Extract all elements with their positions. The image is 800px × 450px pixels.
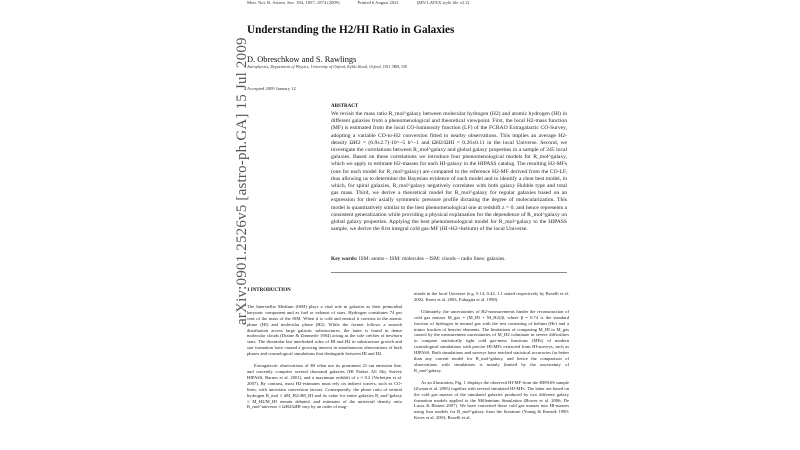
paragraph: Extragalactic observations of HI often use its prominent 21-cm emission line, and currently comprise several thousand galaxies (HI Parkes All Sky Survey HIPASS, Barnes et al. 2001), and a maximum redshift of z ≈ 0.2 (Verheijen et al. 2007). By contrast, most H2-estimates must rely on indirect tracers, such as CO-lines, with uncertain conversion factors. Consequently, the phase ratio of neutral hydrogen R_mol ≡ dM_H2/dM_HI and its value for entire galaxies R_mol^galaxy ≡ M_H2/M_HI remain debated, and estimates of the universal density ratio R_mol^universe ≡ ΩH2/ΩHI vary by an order of mag- xyxy=(247,363,402,410)
section-heading: 1 INTRODUCTION xyxy=(247,288,291,293)
paragraph: The Interstellar Medium (ISM) plays a vital role in galaxies as their primordial baryonic component and as fuel or exhaust of stars. Hydrogen constitutes 74 per cent of the mass of the ISM. When it is cold and neutral it coexists in the atomic phase (HI) and molecular phase (H2). While the former follows a smooth distribution across large galactic substructures, the latter is found in dense molecular clouds (Draine & Zimmerle 1984) acting as the sole crèches of newborn stars. The dissimilar but interlinked roles of HI and H2 in substructure growth and star formation have caused a growing interest in simultaneous observations of both phases and cosmological simulations that distinguish between HI and H2. xyxy=(247,303,402,357)
abstract-heading: ABSTRACT xyxy=(331,104,359,109)
keywords-label: Key words: xyxy=(331,256,358,262)
printed-date: Printed 6 August 2021 xyxy=(357,0,399,5)
keywords xyxy=(331,256,567,262)
paragraph: Ultimately, the uncertainties of H2-measurements hinder the reconstruction of cold gas masses M_gas = (M_HI + M_H2)/β, where β = 0.74 is the standard fraction of hydrogen in neutral gas with the rest consisting of helium (He) and a minor fraction of heavier elements. The limitations of comparing M_HI to M_gas caused by the measurement uncertainties of M_H2 culminate in severe difficulties to compare statistically tight cold gas-mass functions (MFs) of modern cosmological simulations with precise HI-MFs extracted from HI-surveys, such as HIPASS. Both simulations and surveys have reached statistical accuracies far better than any current model for R_mol^galaxy, and hence the comparison of observations with simulations is mainly limited by the uncertainty of R_mol^galaxy. xyxy=(414,308,569,373)
style-file: (MN LATEX style file v2.2) xyxy=(416,0,470,5)
abstract-text: We revisit the mass ratio R_mol^galaxy between molecular hydrogen (H2) and atomic hydrogen (HI) in different galaxies from a phenomenological and theoretical viewpoint. First, the local H2-mass function (MF) is estimated from the local CO-luminosity function (LF) of the FCRAO Extragalactic CO-Survey, adopting a variable CO-to-H2 conversion fitted to nearby observations. This implies an average H2-density ΩH2 = (6.9±2.7)·10^−5 h^−1 and ΩH2/ΩHI = 0.26±0.11 in the local Universe. Second, we investigate the correlations between R_mol^galaxy and global galaxy properties in a sample of 245 local galaxies. Based on these correlations we introduce four phenomenological models for R_mol^galaxy, which we apply to estimate H2-masses for each HI-galaxy in the HIPASS catalog. The resulting H2-MFs (one for each model for R_mol^galaxy) are compared to the reference H2-MF derived from the CO-LF, thus allowing us to determine the Bayesian evidence of each model and to identify a clear best model, in which, for spiral galaxies, R_mol^galaxy negatively correlates with both galaxy Hubble type and total gas mass. Third, we derive a theoretical model for R_mol^galaxy for regular galaxies based on an expression for their axially symmetric pressure profile dictating the degree of molecularization. This model is quantitatively similar to the best phenomenological one at redshift z = 0, and hence represents a consistent generalization while providing a physical explanation for the dependence of R_mol^galaxy on global galaxy properties. Applying the best phenomenological model for R_mol^galaxy to the HIPASS sample, we derive the first integral cold gas-MF (HI+H2+helium) of the local Universe. xyxy=(331,111,567,233)
running-header xyxy=(247,0,567,5)
paragraph: nitude in the local Universe (e.g. 0.14, 0.42, 1.1 stated respectively by Boselli et al. 2002, Keres et al. 2003, Fukugita et al. 1998). xyxy=(414,291,569,302)
journal-citation: Mon. Not. R. Astron. Soc. 394, 1857–1874 (2009) xyxy=(247,0,340,5)
arxiv-identifier: arXiv:0901.2526v5 [astro-ph.GA] 15 Jul 2009 xyxy=(234,37,250,325)
body-column-right xyxy=(414,291,569,427)
paragraph: As an illustration, Fig. 1 displays the observed HI-MF from the HIPASS sample (Zwaan et al. 2005) together with several simulated HI-MFs. The latter are based on the cold gas masses of the simulated galaxies produced by two different galaxy formation models applied to the Millennium Simulation (Bower et al. 2006; De Lucia & Blaizot 2007). We have converted those cold gas masses into HI-masses using four models for R_mol^galaxy from the literature (Young & Knezek 1989; Keres et al. 2003; Boselli et al. xyxy=(414,379,569,421)
paper-title: Understanding the H2/HI Ratio in Galaxies xyxy=(247,24,455,36)
accepted-date: Accepted 2009 January 12 xyxy=(247,86,296,91)
viewer-background-left xyxy=(0,0,232,450)
viewer-background-right xyxy=(568,0,800,450)
author-affiliation: Astrophysics, Department of Physics, University of Oxford, Keble Road, Oxford, OX1 3RH, UK xyxy=(247,64,408,69)
body-column-left xyxy=(247,288,402,416)
keywords-text: ISM: atoms – ISM: molecules – ISM: clouds – radio lines: galaxies. xyxy=(358,256,506,262)
paper-authors: D. Obreschkow and S. Rawlings xyxy=(247,55,357,64)
abstract-divider xyxy=(331,272,567,273)
